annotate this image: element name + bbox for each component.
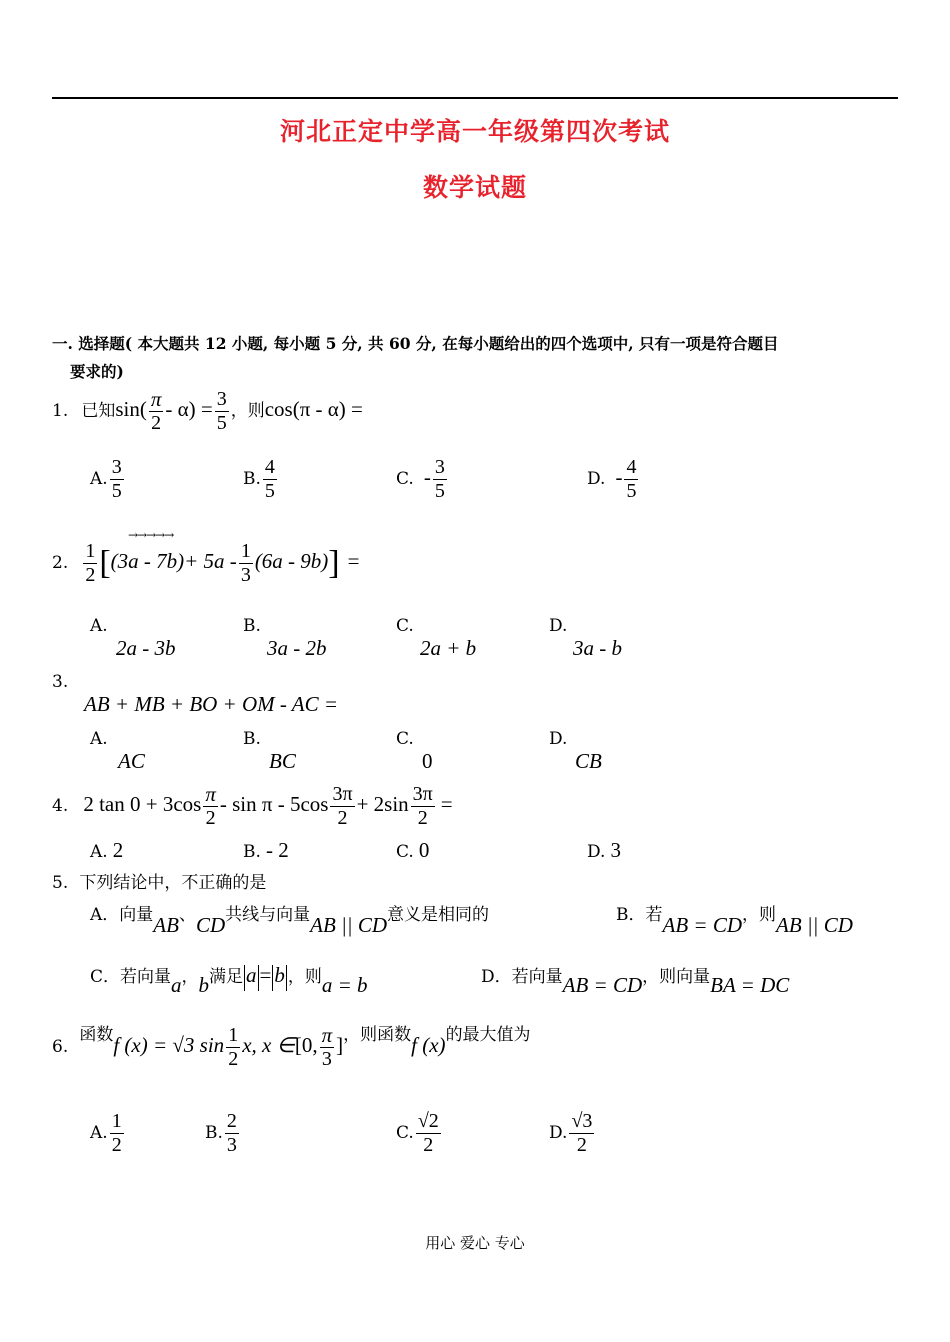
q2-frac-third: $\frac{1}{3}$ xyxy=(240,540,251,586)
q5-option-b[interactable]: B．若AB = CD，则AB || CD xyxy=(616,905,853,937)
q2-option-a[interactable]: A. 2a - 3b xyxy=(90,616,176,660)
question-6: 6. 函数f (x) = √3 sin $\frac{1}{2}$ x, x ∈[0, $\frac{\pi}{3}$ ]，则函数f (x)的最大值为 xyxy=(52,1023,531,1070)
q4-number: 4. xyxy=(52,796,69,816)
q6-option-d[interactable]: D. $\frac{√3}{2}$ xyxy=(549,1110,593,1156)
q1-option-c[interactable]: C. - $\frac{3}{5}$ xyxy=(396,456,445,502)
q2-option-d[interactable]: D. 3a - b xyxy=(549,616,622,660)
q6-number: 6. xyxy=(52,1037,69,1057)
q3-option-b[interactable]: B. BC xyxy=(243,729,296,773)
q1-option-b[interactable]: B. $\frac{4}{5}$ xyxy=(243,456,275,502)
q1-option-a[interactable]: A. $\frac{3}{5}$ xyxy=(90,456,122,502)
q4-option-c[interactable]: C. 0 xyxy=(396,838,430,862)
question-2: 2. $\frac{1}{2}$ [(3a - 7b)+ 5a - $\frac{1}{3}$ (6a - 9b)] = xyxy=(52,540,360,586)
q1-frac-3-5: $\frac{3}{5}$ xyxy=(216,388,227,434)
q1-minus-alpha: - α) = xyxy=(165,397,213,421)
q2-option-c[interactable]: C. 2a + b xyxy=(396,616,477,660)
q1-sin: sin( xyxy=(115,397,147,421)
question-3 xyxy=(52,672,338,717)
q5-option-a[interactable]: A．向量AB、CD共线与向量AB || CD意义是相同的 xyxy=(90,905,489,937)
q1-cos: cos(π - α) = xyxy=(264,397,363,421)
q1-number: 1. xyxy=(52,401,69,421)
q2-option-b[interactable]: B. 3a - 2b xyxy=(243,616,327,660)
question-5 xyxy=(52,868,266,893)
q1-option-d[interactable]: D. - $\frac{4}{5}$ xyxy=(587,456,637,502)
q2-number: 2. xyxy=(52,553,69,573)
q1-lead: 已知 xyxy=(81,401,116,421)
section-heading xyxy=(52,330,912,386)
q5-option-c[interactable]: C．若向量a，b满足 a = b ，则a = b xyxy=(90,963,368,997)
q3-option-d[interactable]: D. CB xyxy=(549,729,602,773)
q5-stem: 下列结论中，不正确的是 xyxy=(79,873,267,893)
exam-title: 河北正定中学高一年级第四次考试 xyxy=(279,117,670,146)
q1-frac-pi-2: $\frac{\pi}{2}$ xyxy=(150,387,162,434)
exam-subtitle: 数学试题 xyxy=(422,173,527,202)
q3-option-a[interactable]: A. AC xyxy=(90,729,145,773)
q3-number: 3. xyxy=(52,672,69,692)
q5-number: 5. xyxy=(52,873,69,893)
q2-vector-arrows: →→→→→ xyxy=(128,528,174,542)
section-heading-line1: 一. 选择题( 本大题共 12 小题, 每小题 5 分, 共 60 分, 在每小题给出的四个选项中, 只有一项是符合题目 xyxy=(52,334,779,353)
q2-paren2: (6a - 9b) xyxy=(254,549,329,573)
q2-plus: + 5a - xyxy=(184,549,237,573)
q2-paren1: (3a - 7b) xyxy=(110,549,185,573)
q4-option-d[interactable]: D. 3 xyxy=(587,838,622,862)
question-1 xyxy=(52,388,363,435)
q4-option-b[interactable]: B. - 2 xyxy=(243,838,289,862)
q3-expression: AB + MB + BO + OM - AC = xyxy=(84,692,339,716)
q3-option-c[interactable]: C. 0 xyxy=(396,729,433,773)
q4-option-a[interactable]: A. 2 xyxy=(90,838,124,862)
question-4: 4. 2 tan 0 + 3cos $\frac{\pi}{2}$ - sin π - 5cos $\frac{3\pi}{2}$ + 2sin $\frac{3\pi}{2}$ = xyxy=(52,782,453,829)
section-heading-line2: 要求的) xyxy=(70,362,124,381)
header-rule xyxy=(52,97,898,99)
q1-then: ，则 xyxy=(230,401,265,421)
q6-option-c[interactable]: C. $\frac{√2}{2}$ xyxy=(396,1110,439,1156)
page-footer: 用心 爱心 专心 xyxy=(425,1234,525,1252)
q2-frac-half: $\frac{1}{2}$ xyxy=(85,540,96,586)
q6-option-b[interactable]: B. $\frac{2}{3}$ xyxy=(205,1110,237,1156)
q6-option-a[interactable]: A. $\frac{1}{2}$ xyxy=(90,1110,122,1156)
q5-option-d[interactable]: D．若向量AB = CD，则向量BA = DC xyxy=(481,967,790,997)
